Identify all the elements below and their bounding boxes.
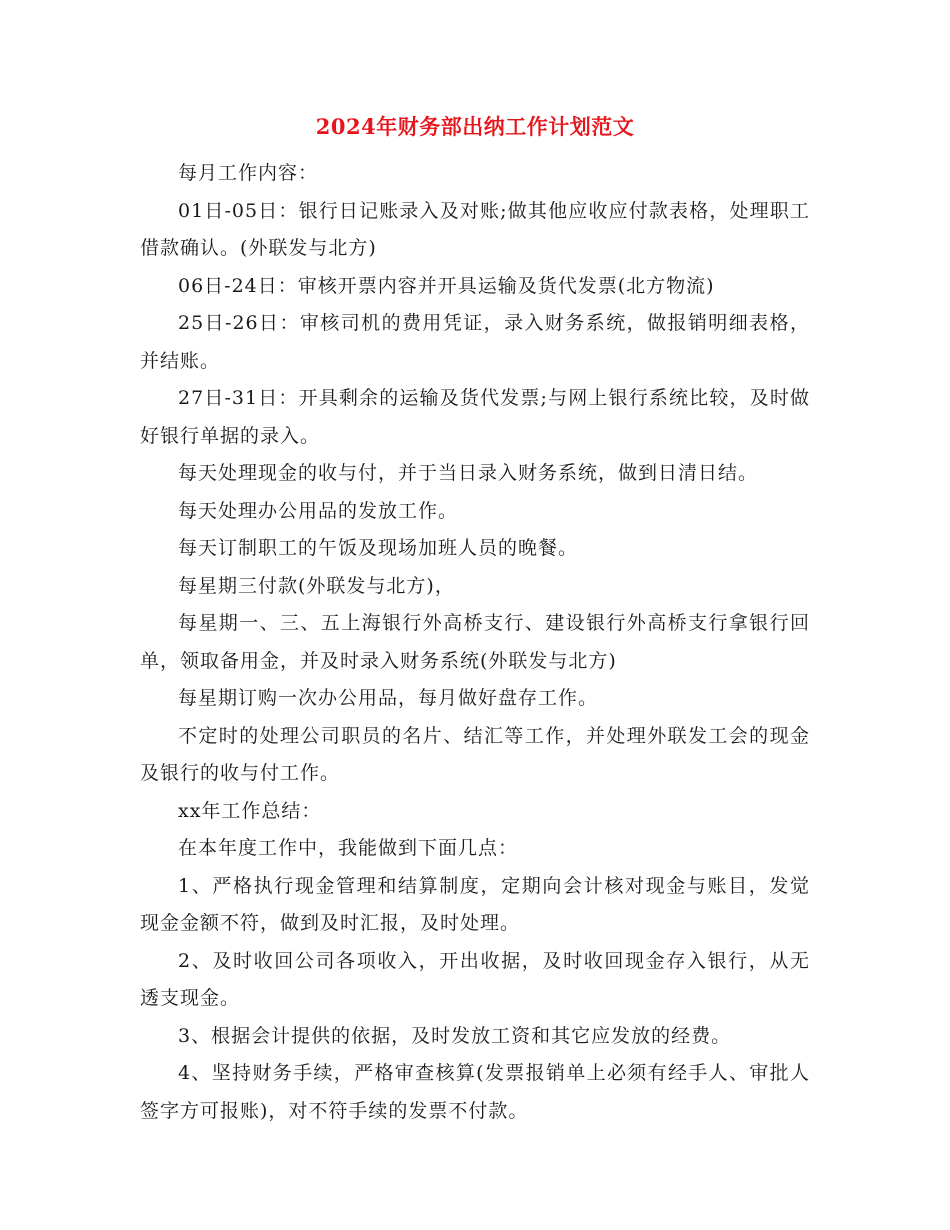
document-title: 2024年财务部出纳工作计划范文 [315, 114, 635, 139]
paragraph-weekly-order: 每星期订购一次办公用品，每月做好盘存工作。 [178, 687, 599, 709]
paragraph-point-3: 3、根据会计提供的依据，及时发放工资和其它应发放的经费。 [178, 1024, 732, 1047]
paragraph-monthly-heading: 每月工作内容： [178, 162, 319, 184]
paragraph-point-4: 4、坚持财务手续，严格审查核算(发票报销单上必须有经手人、审批人签字方可报账)，对不符手续的发票不付款。 [140, 1062, 810, 1122]
paragraph-wednesday-payment: 每星期三付款(外联发与北方)， [178, 574, 455, 597]
paragraph-days-25-26: 25日-26日：审核司机的费用凭证，录入财务系统，做报销明细表格，并结账。 [140, 312, 810, 372]
paragraph-days-27-31: 27日-31日：开具剩余的运输及货代发票;与网上银行系统比较，及时做好银行单据的录入。 [140, 387, 810, 447]
paragraph-days-01-05: 01日-05日：银行日记账录入及对账;做其他应收应付款表格，处理职工借款确认。(外联发与北方) [140, 199, 810, 259]
paragraph-daily-supplies: 每天处理办公用品的发放工作。 [178, 499, 459, 522]
paragraph-daily-cash: 每天处理现金的收与付，并于当日录入财务系统，做到日清日结。 [178, 462, 759, 484]
paragraph-summary-heading: xx年工作总结： [178, 799, 322, 822]
document-body [140, 155, 810, 1130]
paragraph-bank-receipts: 每星期一、三、五上海银行外高桥支行、建设银行外高桥支行拿银行回单，领取备用金，并及时录入财务系统(外联发与北方) [140, 612, 810, 672]
paragraph-irregular-work: 不定时的处理公司职员的名片、结汇等工作，并处理外联发工会的现金及银行的收与付工作。 [140, 724, 810, 784]
paragraph-days-06-24: 06日-24日：审核开票内容并开具运输及货代发票(北方物流) [178, 274, 715, 297]
paragraph-point-2: 2、及时收回公司各项收入，开出收据，及时收回现金存入银行，从无透支现金。 [140, 949, 810, 1009]
paragraph-summary-intro: 在本年度工作中，我能做到下面几点： [178, 837, 519, 859]
paragraph-daily-meals: 每天订制职工的午饭及现场加班人员的晚餐。 [178, 537, 579, 559]
paragraph-point-1: 1、严格执行现金管理和结算制度，定期向会计核对现金与账目，发觉现金金额不符，做到及时汇报，及时处理。 [140, 874, 810, 934]
